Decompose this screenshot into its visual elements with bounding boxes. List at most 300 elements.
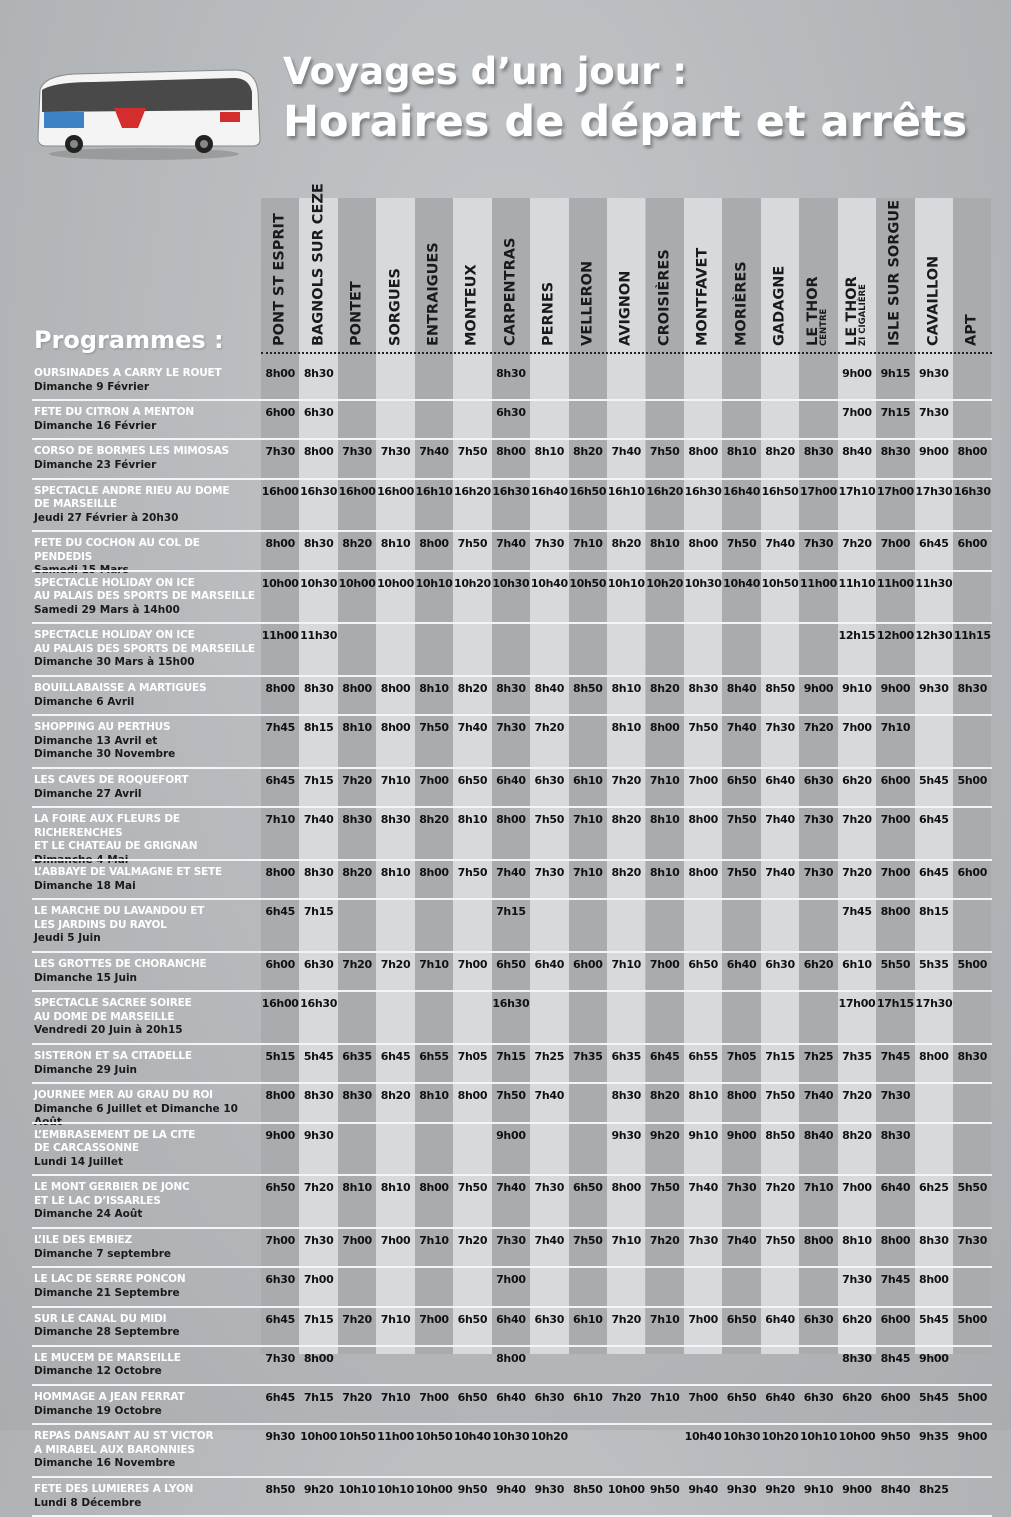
departure-time: 10h00 xyxy=(415,1483,453,1496)
departure-time: 8h00 xyxy=(380,682,411,696)
departure-time: 10h00 xyxy=(838,1430,876,1444)
departure-time: 7h20 xyxy=(842,1089,872,1103)
departure-time: 17h30 xyxy=(915,997,953,1011)
table-row xyxy=(32,1347,992,1384)
departure-time: 7h50 xyxy=(457,1181,488,1195)
stop-header xyxy=(684,198,722,346)
departure-time: 7h15 xyxy=(303,774,334,788)
departure-time: 6h50 xyxy=(688,958,718,972)
departure-time: 12h15 xyxy=(838,629,876,643)
departure-time: 7h30 xyxy=(765,721,795,735)
departure-time: 6h40 xyxy=(765,1312,795,1326)
departure-time: 7h00 xyxy=(688,774,718,788)
stop-header xyxy=(569,198,607,346)
departure-time: 10h00 xyxy=(338,576,376,590)
departure-time: 7h50 xyxy=(649,1181,680,1195)
departure-time: 8h00 xyxy=(726,1089,757,1103)
departure-time: 6h10 xyxy=(572,1391,603,1404)
departure-time: 10h10 xyxy=(338,1483,376,1496)
trip-date: Jeudi 27 Février à 20h30 xyxy=(34,511,179,524)
departure-time: 6h30 xyxy=(803,774,834,788)
departure-time: 7h00 xyxy=(842,721,872,735)
departure-time: 8h00 xyxy=(496,813,526,827)
departure-time: 7h10 xyxy=(880,721,911,735)
trip-date: Jeudi 5 Juin xyxy=(34,932,101,945)
trip-info xyxy=(34,682,256,709)
departure-time: 8h20 xyxy=(457,682,488,696)
stop-name xyxy=(658,249,671,346)
table-row xyxy=(32,1268,992,1305)
departure-time: 7h40 xyxy=(765,866,795,880)
departure-time: 8h00 xyxy=(265,866,295,880)
departure-time: 7h30 xyxy=(265,445,295,459)
departure-time: 7h40 xyxy=(496,537,526,551)
trip-date: Lundi 8 Décembre xyxy=(34,1496,142,1509)
stop-name xyxy=(735,261,748,346)
trip-title: FETE DU CITRON A MENTON xyxy=(34,406,194,419)
departure-time: 7h30 xyxy=(534,537,565,551)
departure-time: 10h10 xyxy=(377,1483,415,1496)
departure-time: 10h10 xyxy=(607,576,645,590)
departure-time: 8h10 xyxy=(688,1089,718,1103)
departure-time: 8h15 xyxy=(919,905,949,919)
departure-time: 9h30 xyxy=(534,1483,565,1496)
departure-time: 6h50 xyxy=(726,774,757,788)
departure-time: 16h50 xyxy=(569,484,607,498)
trip-title: LES GROTTES DE CHORANCHE xyxy=(34,958,207,971)
departure-time: 7h50 xyxy=(765,1089,795,1103)
departure-time: 6h25 xyxy=(919,1181,949,1195)
trip-date: Dimanche 24 Août xyxy=(34,1208,143,1221)
departure-time: 6h35 xyxy=(342,1050,372,1064)
stop-name-text: ENTRAIGUES xyxy=(425,242,442,346)
trip-info xyxy=(34,367,256,394)
departure-time: 7h20 xyxy=(803,721,834,735)
departure-time: 9h10 xyxy=(842,682,872,696)
departure-time: 5h15 xyxy=(265,1050,295,1064)
departure-time: 5h45 xyxy=(303,1050,334,1064)
departure-time: 9h00 xyxy=(919,445,949,459)
departure-time: 7h00 xyxy=(303,1273,334,1287)
table-row xyxy=(32,532,992,569)
departure-time: 17h15 xyxy=(876,997,914,1011)
stop-name-text: BAGNOLS SUR CEZE xyxy=(310,183,327,346)
departure-time: 5h35 xyxy=(919,958,949,972)
departure-time: 7h00 xyxy=(419,1391,449,1404)
departure-time: 10h40 xyxy=(723,576,761,590)
departure-time: 8h40 xyxy=(534,682,565,696)
stop-header xyxy=(646,198,684,346)
departure-time: 7h20 xyxy=(765,1181,795,1195)
trip-title: SPECTACLE HOLIDAY ON ICE xyxy=(34,629,195,642)
departure-time: 7h30 xyxy=(380,445,411,459)
stop-name xyxy=(617,270,634,346)
departure-time: 9h00 xyxy=(880,682,911,696)
departure-time: 17h00 xyxy=(876,484,914,498)
departure-time: 7h00 xyxy=(880,813,911,827)
trip-info xyxy=(34,1430,256,1471)
departure-time: 9h20 xyxy=(649,1128,680,1142)
departure-time: 6h45 xyxy=(265,905,295,919)
stop-header xyxy=(261,198,299,346)
departure-time: 8h30 xyxy=(303,1089,334,1103)
departure-time: 12h00 xyxy=(876,629,914,643)
programmes-label: Programmes : xyxy=(34,326,224,354)
departure-time: 8h00 xyxy=(919,1273,949,1287)
departure-time: 9h50 xyxy=(880,1430,911,1444)
stop-name-text: GADAGNE xyxy=(771,265,788,346)
departure-time: 7h30 xyxy=(726,1181,757,1195)
departure-time: 7h30 xyxy=(880,1089,911,1103)
departure-time: 7h30 xyxy=(803,813,834,827)
departure-time: 7h30 xyxy=(842,1273,872,1287)
departure-time: 8h10 xyxy=(380,1181,411,1195)
trip-date: Dimanche 30 Mars à 15h00 xyxy=(34,656,195,669)
departure-time: 16h10 xyxy=(415,484,453,498)
trip-date: Vendredi 20 Juin à 20h15 xyxy=(34,1024,183,1037)
stop-name-text: VELLERON xyxy=(579,260,596,346)
departure-time: 10h40 xyxy=(453,1430,491,1444)
departure-time: 10h30 xyxy=(723,1430,761,1444)
departure-time: 8h00 xyxy=(265,1089,295,1103)
departure-time: 6h50 xyxy=(265,1181,295,1195)
departure-time: 8h00 xyxy=(880,905,911,919)
departure-time: 6h55 xyxy=(688,1050,718,1064)
departure-time: 6h00 xyxy=(265,406,295,420)
departure-time: 11h10 xyxy=(838,576,876,590)
stop-name-text: CROISIÈRES xyxy=(656,249,673,346)
trip-title: SPECTACLE SACREE SOIREE xyxy=(34,997,192,1010)
departure-time: 7h25 xyxy=(803,1050,834,1064)
departure-time: 9h30 xyxy=(265,1430,295,1444)
departure-time: 9h20 xyxy=(303,1483,334,1496)
table-row xyxy=(32,953,992,990)
departure-time: 8h00 xyxy=(688,866,718,880)
departure-time: 7h35 xyxy=(572,1050,603,1064)
departure-time: 7h50 xyxy=(457,866,488,880)
departure-time: 6h30 xyxy=(303,406,334,420)
departure-time: 7h00 xyxy=(419,774,449,788)
departure-time: 6h20 xyxy=(842,1312,872,1326)
departure-time: 7h00 xyxy=(842,1181,872,1195)
departure-time: 7h00 xyxy=(265,1234,295,1248)
departure-time: 6h40 xyxy=(765,1391,795,1404)
departure-time: 7h50 xyxy=(726,866,757,880)
departure-time: 8h45 xyxy=(880,1351,911,1365)
table-row xyxy=(32,769,992,806)
departure-time: 7h40 xyxy=(496,866,526,880)
departure-time: 5h00 xyxy=(957,958,988,972)
departure-time: 8h40 xyxy=(803,1128,834,1142)
departure-time: 7h50 xyxy=(726,813,757,827)
departure-time: 8h10 xyxy=(342,1181,372,1195)
trip-date: Dimanche 13 Avril et xyxy=(34,734,158,747)
trip-date: Dimanche 16 Février xyxy=(34,419,157,432)
departure-time: 7h40 xyxy=(534,1089,565,1103)
departure-time: 7h20 xyxy=(842,866,872,880)
trip-title: ET LE LAC D’ISSARLES xyxy=(34,1194,161,1207)
departure-time: 8h30 xyxy=(880,1128,911,1142)
stop-header xyxy=(607,198,645,346)
departure-time: 10h10 xyxy=(800,1430,837,1444)
departure-time: 8h30 xyxy=(688,682,718,696)
stop-subname: CENTRE xyxy=(819,308,830,346)
departure-time: 8h00 xyxy=(688,537,718,551)
departure-time: 7h30 xyxy=(688,1234,718,1248)
departure-time: 8h30 xyxy=(842,1351,872,1365)
departure-time: 7h40 xyxy=(765,813,795,827)
departure-time: 8h00 xyxy=(342,682,372,696)
trip-title: SPECTACLE ANDRE RIEU AU DOME xyxy=(34,484,230,497)
departure-time: 9h30 xyxy=(919,682,949,696)
table-row xyxy=(32,480,992,531)
stop-name xyxy=(694,247,711,346)
departure-time: 8h10 xyxy=(380,866,411,880)
stop-name xyxy=(581,261,594,346)
departure-time: 7h40 xyxy=(726,1234,757,1248)
departure-time: 7h40 xyxy=(611,445,642,459)
departure-time: 7h20 xyxy=(649,1234,680,1248)
departure-time: 8h20 xyxy=(611,866,642,880)
departure-time: 6h40 xyxy=(496,1312,526,1326)
departure-time: 8h00 xyxy=(688,813,718,827)
departure-time: 10h50 xyxy=(761,576,799,590)
trip-title: LA FOIRE AUX FLEURS DE RICHERENCHES xyxy=(34,813,180,839)
trip-title: FETE DES LUMIERES A LYON xyxy=(34,1483,194,1495)
departure-time: 7h45 xyxy=(265,721,295,735)
departure-time: 7h40 xyxy=(419,445,449,459)
table-row xyxy=(32,1084,992,1121)
departure-time: 7h30 xyxy=(919,406,949,420)
departure-time: 8h10 xyxy=(649,813,680,827)
departure-time: 8h20 xyxy=(419,813,449,827)
departure-time: 12h30 xyxy=(915,629,953,643)
trip-title: JOURNEE MER AU GRAU DU ROI xyxy=(34,1089,213,1102)
stop-header xyxy=(838,198,876,346)
trip-info xyxy=(34,1352,256,1379)
departure-time: 8h00 xyxy=(880,1234,911,1248)
departure-time: 10h00 xyxy=(377,576,415,590)
departure-time: 7h50 xyxy=(765,1234,795,1248)
departure-time: 7h20 xyxy=(842,537,872,551)
departure-time: 6h20 xyxy=(842,774,872,788)
departure-time: 6h00 xyxy=(265,958,295,972)
departure-time: 9h00 xyxy=(265,1128,295,1142)
table-row xyxy=(32,401,992,438)
departure-time: 6h40 xyxy=(765,774,795,788)
trip-date: Dimanche 16 Novembre xyxy=(34,1457,176,1470)
departure-time: 9h00 xyxy=(919,1351,949,1365)
departure-time: 7h30 xyxy=(265,1351,295,1365)
departure-time: 8h00 xyxy=(496,1351,526,1365)
table-row xyxy=(32,1425,992,1476)
trip-date: Dimanche 6 Juillet et Dimanche 10 xyxy=(34,1102,238,1115)
departure-time: 10h30 xyxy=(684,576,722,590)
departure-time: 7h10 xyxy=(419,958,449,972)
departure-time: 10h20 xyxy=(530,1430,568,1444)
departure-time: 17h00 xyxy=(800,484,837,498)
departure-time: 8h30 xyxy=(303,682,334,696)
departure-time: 5h00 xyxy=(957,1391,988,1404)
trip-title: LE MUCEM DE MARSEILLE xyxy=(34,1351,181,1364)
departure-time: 9h00 xyxy=(803,682,834,696)
departure-time: 5h45 xyxy=(919,1391,949,1404)
departure-time: 7h20 xyxy=(611,1391,642,1404)
stop-subname: ZI CIGALIÈRE xyxy=(857,284,868,346)
departure-time: 6h10 xyxy=(572,1312,603,1326)
trip-title: LES CAVES DE ROQUEFORT xyxy=(34,774,189,787)
departure-time: 7h20 xyxy=(842,813,872,827)
departure-time: 10h10 xyxy=(415,576,453,590)
departure-time: 7h10 xyxy=(649,1391,680,1404)
stop-name-text: CAVAILLON xyxy=(925,255,942,346)
departure-time: 6h45 xyxy=(919,866,949,880)
departure-time: 17h30 xyxy=(915,484,953,498)
trip-info xyxy=(34,1313,256,1340)
trip-info xyxy=(34,905,256,946)
trip-date: Dimanche 9 Février xyxy=(34,380,150,393)
departure-time: 16h20 xyxy=(646,484,684,498)
departure-time: 8h50 xyxy=(265,1483,295,1496)
departure-time: 8h30 xyxy=(496,367,526,380)
departure-time: 6h00 xyxy=(880,774,911,788)
departure-time: 16h00 xyxy=(261,484,299,498)
departure-time: 6h40 xyxy=(496,774,526,788)
departure-time: 7h50 xyxy=(457,537,488,551)
departure-time: 8h00 xyxy=(380,721,411,735)
departure-time: 8h10 xyxy=(342,721,372,735)
trip-date: Dimanche 12 Octobre xyxy=(34,1365,162,1378)
trip-date: Dimanche 19 Octobre xyxy=(34,1404,162,1417)
departure-time: 6h50 xyxy=(457,1312,488,1326)
departure-time: 7h20 xyxy=(342,1391,372,1404)
table-row xyxy=(32,808,992,859)
departure-time: 7h05 xyxy=(726,1050,757,1064)
stop-header xyxy=(953,198,991,346)
departure-time: 16h00 xyxy=(338,484,376,498)
departure-time: 8h30 xyxy=(611,1089,642,1103)
stop-name xyxy=(389,268,402,346)
stop-name-text: MONTFAVET xyxy=(694,247,711,346)
departure-time: 11h00 xyxy=(261,629,299,643)
trip-date: Dimanche 15 Juin xyxy=(34,971,138,984)
departure-time: 6h45 xyxy=(380,1050,411,1064)
stop-header xyxy=(915,198,953,346)
departure-time: 8h20 xyxy=(611,537,642,551)
departure-time: 8h20 xyxy=(342,537,372,551)
trip-title: SHOPPING AU PERTHUS xyxy=(34,721,171,734)
stop-header xyxy=(761,198,799,346)
departure-time: 8h30 xyxy=(342,813,372,827)
departure-time: 10h20 xyxy=(453,576,491,590)
departure-time: 9h00 xyxy=(726,1128,757,1142)
stop-header xyxy=(492,198,530,346)
page-title-line1: Voyages d’un jour : xyxy=(283,50,688,93)
departure-time: 7h25 xyxy=(534,1050,565,1064)
trip-title: AU PALAIS DES SPORTS DE MARSEILLE xyxy=(34,642,255,655)
departure-time: 7h30 xyxy=(534,1181,565,1195)
stop-name xyxy=(963,314,980,346)
table-row xyxy=(32,992,992,1043)
trip-info xyxy=(34,1273,256,1300)
trip-title: LES JARDINS DU RAYOL xyxy=(34,918,167,931)
departure-time: 8h10 xyxy=(842,1234,872,1248)
table-row xyxy=(32,716,992,767)
departure-time: 9h10 xyxy=(803,1483,834,1496)
departure-time: 6h00 xyxy=(880,1312,911,1326)
departure-time: 8h50 xyxy=(572,682,603,696)
departure-time: 16h30 xyxy=(492,484,530,498)
table-row xyxy=(32,1478,992,1515)
departure-time: 8h10 xyxy=(611,721,642,735)
departure-time: 9h30 xyxy=(611,1128,642,1142)
departure-time: 8h00 xyxy=(919,1050,949,1064)
departure-time: 8h00 xyxy=(265,682,295,696)
stop-name-text: PONT ST ESPRIT xyxy=(271,213,288,346)
departure-time: 17h00 xyxy=(838,997,876,1011)
departure-time: 6h30 xyxy=(265,1273,295,1287)
departure-time: 6h10 xyxy=(842,958,872,972)
trip-date: Lundi 14 Juillet xyxy=(34,1155,123,1168)
departure-time: 9h00 xyxy=(842,1483,872,1496)
departure-time: 7h10 xyxy=(380,1312,411,1326)
departure-time: 7h30 xyxy=(496,1234,526,1248)
trip-info xyxy=(34,1181,256,1222)
departure-time: 8h00 xyxy=(265,367,295,380)
departure-time: 11h00 xyxy=(377,1430,415,1444)
table-row xyxy=(32,1386,992,1423)
departure-time: 16h00 xyxy=(377,484,415,498)
departure-time: 7h30 xyxy=(496,721,526,735)
departure-time: 7h35 xyxy=(842,1050,872,1064)
header xyxy=(0,0,1011,190)
departure-time: 8h30 xyxy=(342,1089,372,1103)
departure-time: 16h50 xyxy=(761,484,799,498)
departure-time: 9h30 xyxy=(726,1483,757,1496)
departure-time: 9h40 xyxy=(496,1483,526,1496)
trip-title: LE MONT GERBIER DE JONC xyxy=(34,1181,190,1194)
table-row xyxy=(32,861,992,898)
departure-time: 6h30 xyxy=(534,1391,565,1404)
trip-date: Dimanche 23 Février xyxy=(34,458,157,471)
departure-time: 10h00 xyxy=(607,1483,645,1496)
trip-date: Dimanche 18 Mai xyxy=(34,879,136,892)
trip-info xyxy=(34,485,256,526)
departure-time: 9h35 xyxy=(919,1430,949,1444)
departure-time: 8h30 xyxy=(957,682,988,696)
trip-title: L’EMBRASEMENT DE LA CITE xyxy=(34,1128,196,1141)
departure-time: 6h00 xyxy=(957,537,988,551)
departure-time: 10h40 xyxy=(530,576,568,590)
table-row xyxy=(32,362,992,399)
trip-title: DE CARCASSONNE xyxy=(34,1142,139,1155)
departure-time: 7h00 xyxy=(880,866,911,880)
departure-time: 8h10 xyxy=(611,682,642,696)
departure-time: 6h40 xyxy=(726,958,757,972)
departure-time: 6h00 xyxy=(880,1391,911,1404)
departure-time: 7h45 xyxy=(880,1273,911,1287)
trip-title: CORSO DE BORMES LES MIMOSAS xyxy=(34,445,229,458)
trip-title: DE MARSEILLE xyxy=(34,498,117,511)
departure-time: 11h15 xyxy=(953,629,991,643)
departure-time: 8h00 xyxy=(649,721,680,735)
trip-title: REPAS DANSANT AU ST VICTOR xyxy=(34,1430,214,1443)
departure-time: 8h30 xyxy=(380,813,411,827)
departure-time: 10h40 xyxy=(684,1430,722,1444)
departure-time: 7h20 xyxy=(534,721,565,735)
departure-time: 7h20 xyxy=(611,1312,642,1326)
trip-date: Dimanche 30 Novembre xyxy=(34,748,176,761)
